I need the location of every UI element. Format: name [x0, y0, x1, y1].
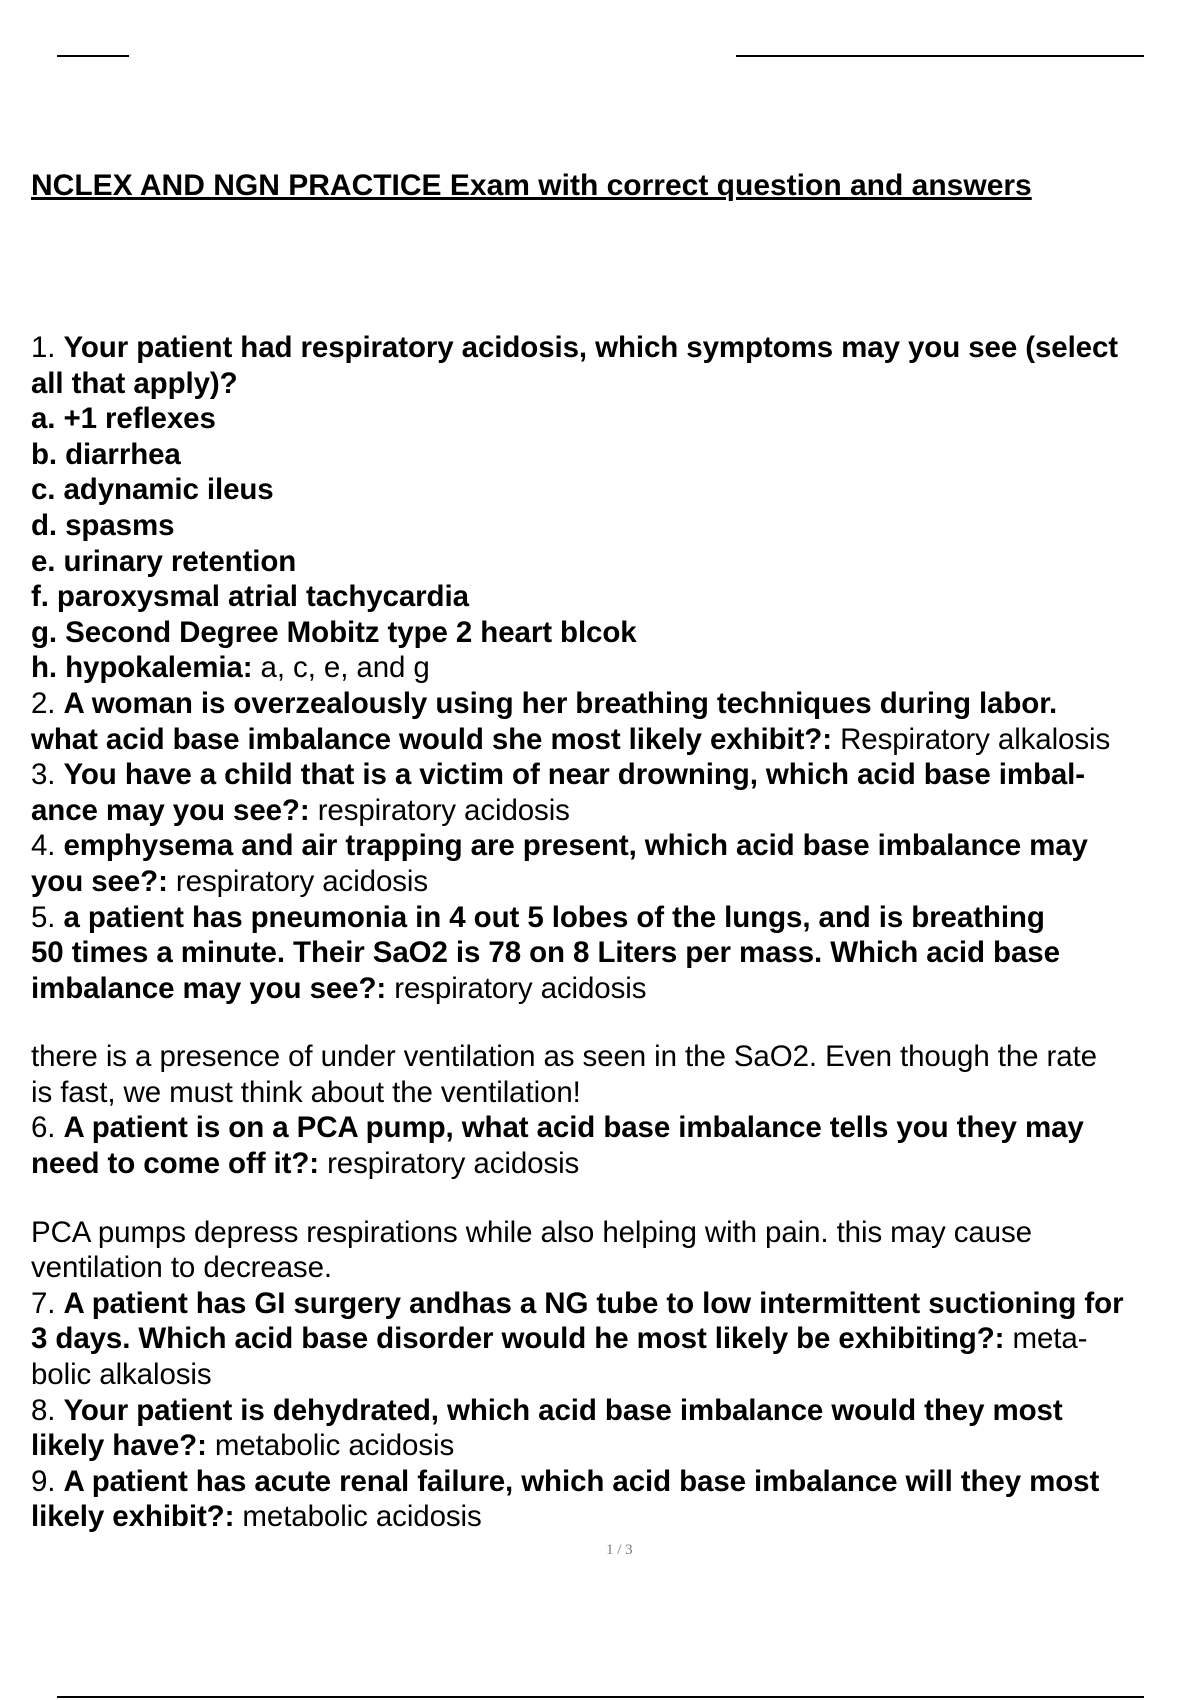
question-number: 4. [31, 829, 64, 863]
question-text: c. adynamic ileus [31, 473, 274, 507]
question-text: emphysema and air trapping are present, which acid base imbalance may [63, 829, 1088, 863]
question-number: 8. [31, 1393, 64, 1427]
question-text: e. urinary retention [31, 544, 297, 578]
question-number: 6. [31, 1111, 64, 1145]
question-text: A patient has GI surgery andhas a NG tube to low intermittent suctioning for [63, 1286, 1124, 1320]
text-line [31, 686, 1200, 722]
question-text: A patient is on a PCA pump, what acid base imbalance tells you they may [63, 1111, 1084, 1145]
question-text: You have a child that is a victim of near drowning, which acid base imbal- [63, 758, 1085, 792]
question-text: likely exhibit?: [31, 1500, 235, 1534]
question-number: 5. [31, 900, 64, 934]
question-text: what acid base imbalance would she most likely exhibit?: [31, 722, 832, 756]
text-line [31, 1428, 1200, 1464]
text-line [31, 935, 1200, 971]
text-line [31, 1357, 1200, 1393]
text-line [31, 757, 1200, 793]
text-line [31, 1286, 1200, 1322]
top-left-rule [57, 55, 129, 57]
question-text: a. +1 reflexes [31, 402, 216, 436]
text-line [31, 864, 1200, 900]
text-line [31, 900, 1200, 936]
bottom-rule [57, 1696, 1144, 1698]
question-text: 50 times a minute. Their SaO2 is 78 on 8 Liters per mass. Which acid base [31, 936, 1060, 970]
answer-text: respiratory acidosis [309, 793, 570, 827]
text-line [31, 1464, 1200, 1500]
question-text: Your patient is dehydrated, which acid base imbalance would they most [63, 1393, 1063, 1427]
question-text: d. spasms [31, 508, 175, 542]
question-text: A patient has acute renal failure, which acid base imbalance will they most [63, 1464, 1100, 1498]
text-line [31, 330, 1200, 366]
text-line [31, 615, 1200, 651]
question-text: h. hypokalemia: [31, 651, 253, 685]
answer-text: is fast, we must think about the ventilation! [31, 1075, 581, 1109]
top-right-rule [736, 55, 1144, 57]
answer-text: respiratory acidosis [318, 1147, 580, 1181]
question-text: ance may you see?: [31, 793, 310, 827]
question-text: A woman is overzealously using her breathing techniques during labor. [63, 686, 1058, 720]
question-text: g. Second Degree Mobitz type 2 heart blcok [31, 615, 637, 649]
answer-text: PCA pumps depress respirations while also helping with pain. this may cause [31, 1215, 1032, 1249]
text-line [31, 401, 1200, 437]
page-number: 1 / 3 [606, 1542, 633, 1558]
question-text: a patient has pneumonia in 4 out 5 lobes of the lungs, and is breathing [63, 900, 1045, 934]
question-text: f. paroxysmal atrial tachycardia [31, 580, 469, 614]
blank-line [31, 1182, 1200, 1215]
text-line [31, 1499, 1200, 1535]
answer-text: respiratory acidosis [167, 864, 429, 898]
question-text: imbalance may you see?: [31, 971, 387, 1005]
text-line [31, 971, 1200, 1007]
answer-text: metabolic acidosis [234, 1500, 482, 1534]
text-line [31, 1250, 1200, 1286]
answer-text: meta- [1004, 1322, 1088, 1356]
text-line [31, 793, 1200, 829]
text-line [31, 544, 1200, 580]
text-line [31, 1215, 1200, 1251]
document-body [31, 330, 1200, 1535]
text-line [31, 1039, 1200, 1075]
question-number: 3. [31, 758, 64, 792]
text-line [31, 1146, 1200, 1182]
question-text: need to come off it?: [31, 1147, 319, 1181]
answer-text: respiratory acidosis [386, 971, 647, 1005]
question-text: b. diarrhea [31, 437, 181, 471]
answer-text: there is a presence of under ventilation as seen in the SaO2. Even though the rate [31, 1040, 1097, 1074]
text-line [31, 437, 1200, 473]
text-line [31, 722, 1200, 758]
blank-line [31, 1006, 1200, 1039]
answer-text: ventilation to decrease. [31, 1251, 332, 1285]
question-text: you see?: [31, 864, 168, 898]
text-line [31, 366, 1200, 402]
question-text: Your patient had respiratory acidosis, which symptoms may you see (select [63, 331, 1118, 364]
text-line [31, 472, 1200, 508]
text-line [31, 1321, 1200, 1357]
document-title: NCLEX AND NGN PRACTICE Exam with correct question and answers [31, 169, 1032, 202]
question-number: 2. [31, 686, 64, 720]
text-line [31, 1075, 1200, 1111]
question-text: 3 days. Which acid base disorder would he most likely be exhibiting?: [31, 1322, 1005, 1356]
question-text: likely have?: [31, 1429, 207, 1463]
text-line [31, 579, 1200, 615]
answer-text: a, c, e, and g [252, 651, 430, 685]
text-line [31, 828, 1200, 864]
question-text: all that apply)? [31, 366, 238, 400]
answer-text: Respiratory alkalosis [831, 722, 1111, 756]
question-number: 9. [31, 1464, 64, 1498]
text-line [31, 1110, 1200, 1146]
answer-text: bolic alkalosis [31, 1358, 212, 1392]
answer-text: metabolic acidosis [206, 1429, 455, 1463]
question-number: 7. [31, 1286, 64, 1320]
text-line [31, 650, 1200, 686]
text-line [31, 508, 1200, 544]
question-number: 1. [31, 331, 64, 364]
text-line [31, 1393, 1200, 1429]
